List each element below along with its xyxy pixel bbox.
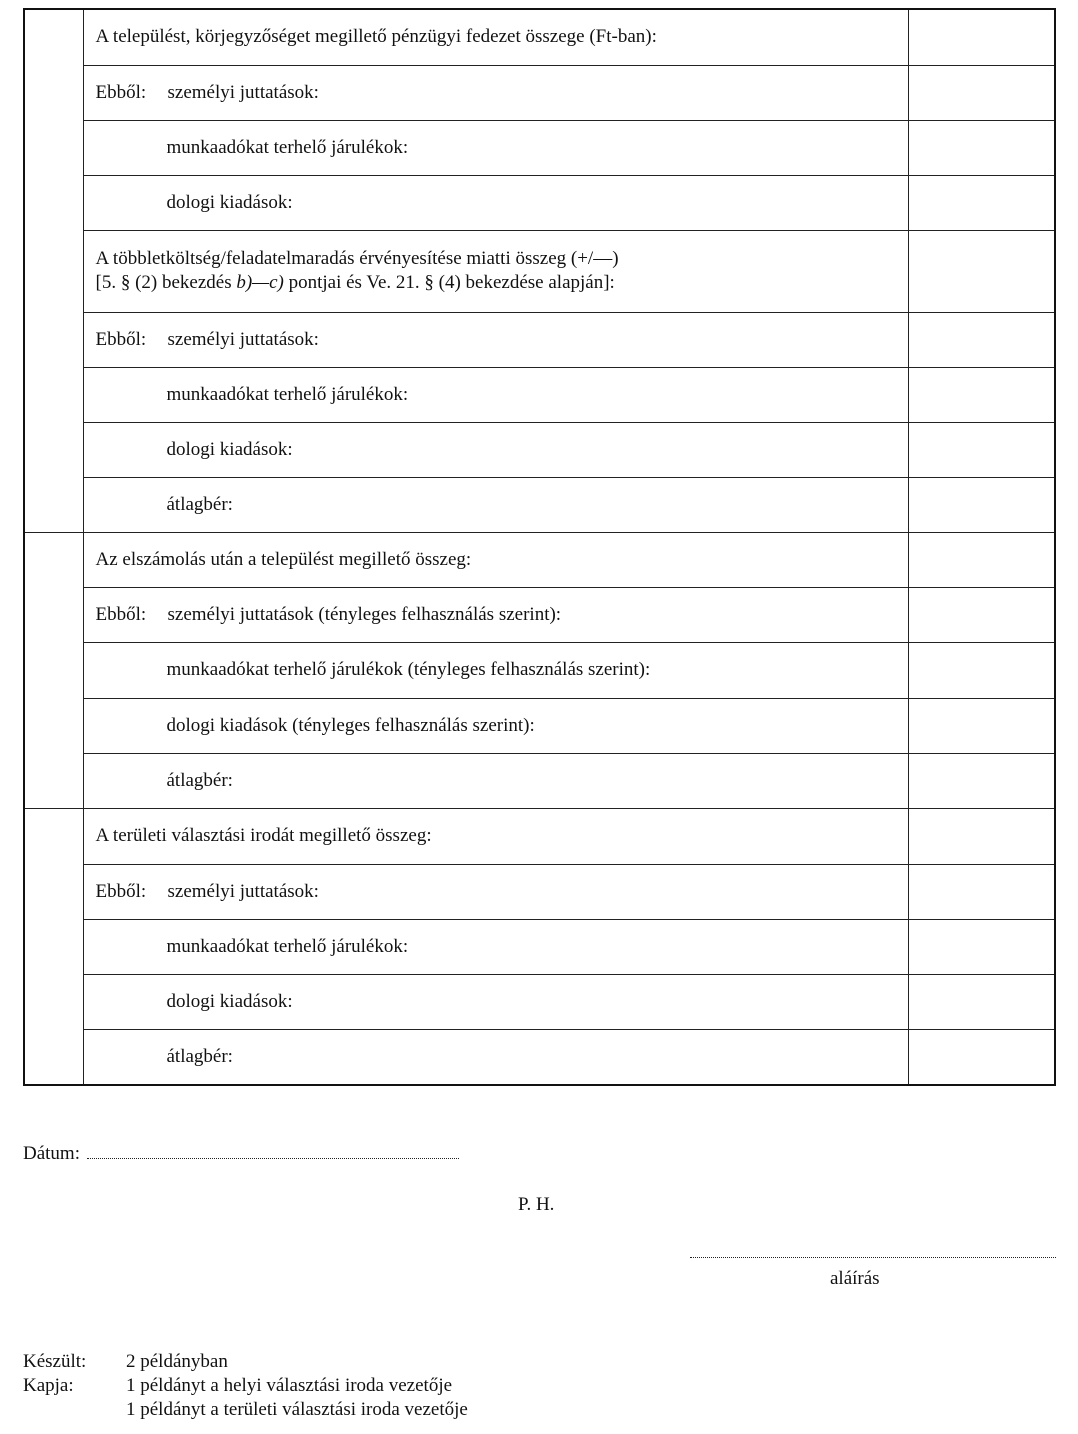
recipient-1: 1 példányt a helyi választási iroda vezetője <box>126 1375 453 1396</box>
form-row <box>24 175 1055 230</box>
form-row <box>24 422 1055 477</box>
legal-reference-end: pontjai és Ve. 21. § (4) bekezdése alapján]: <box>283 272 615 293</box>
section-number-cell <box>24 808 83 1085</box>
form-row <box>24 753 1055 808</box>
row-label-cell <box>83 175 908 230</box>
row-label-cell <box>83 312 908 367</box>
row-label: Az elszámolás után a települést megillető összeg: <box>95 548 472 570</box>
amount-cell[interactable] <box>908 919 1055 974</box>
row-label-cell <box>83 9 908 65</box>
amount-cell[interactable] <box>908 753 1055 808</box>
form-row <box>24 974 1055 1029</box>
signature-label: aláírás <box>830 1268 880 1289</box>
form-row <box>24 65 1055 120</box>
date-line <box>23 1143 459 1165</box>
row-label: személyi juttatások: <box>167 880 319 902</box>
signature-field[interactable] <box>690 1243 1056 1258</box>
row-prefix: Ebből: <box>95 603 147 625</box>
section-number-cell <box>24 9 83 532</box>
amount-cell[interactable] <box>908 175 1055 230</box>
form-row <box>24 808 1055 864</box>
row-prefix: Ebből: <box>95 328 147 350</box>
row-label-cell <box>83 65 908 120</box>
amount-cell[interactable] <box>908 65 1055 120</box>
row-label-cell <box>83 477 908 532</box>
form-row <box>24 120 1055 175</box>
row-prefix: Ebből: <box>95 880 147 902</box>
row-label: munkaadókat terhelő járulékok: <box>166 136 409 158</box>
form-row <box>24 532 1055 587</box>
row-label-cell <box>83 532 908 587</box>
stamp-placeholder: P. H. <box>518 1194 555 1215</box>
row-label-cell <box>83 1029 908 1085</box>
row-label: átlagbér: <box>166 1045 233 1067</box>
form-row <box>24 367 1055 422</box>
row-label-cell <box>83 808 908 864</box>
form-row <box>24 698 1055 753</box>
legal-reference-points: b)—c) <box>236 272 284 293</box>
row-label-cell <box>83 919 908 974</box>
row-label-cell <box>83 422 908 477</box>
row-label: személyi juttatások (tényleges felhasználás szerint): <box>167 603 562 625</box>
row-label-line2 <box>96 271 908 295</box>
made-value: 2 példányban <box>126 1351 228 1372</box>
row-label-cell <box>83 587 908 642</box>
form-row <box>24 477 1055 532</box>
row-label: dologi kiadások: <box>166 990 293 1012</box>
amount-cell[interactable] <box>908 230 1055 312</box>
row-label-cell <box>83 974 908 1029</box>
amount-cell[interactable] <box>908 587 1055 642</box>
row-label: A települést, körjegyzőséget megillető pénzügyi fedezet összege (Ft-ban): <box>95 26 657 48</box>
amount-cell[interactable] <box>908 1029 1055 1085</box>
form-row <box>24 587 1055 642</box>
recipient-label: Kapja: <box>23 1375 74 1396</box>
row-label: átlagbér: <box>166 769 233 791</box>
amount-cell[interactable] <box>908 698 1055 753</box>
amount-cell[interactable] <box>908 120 1055 175</box>
amount-cell[interactable] <box>908 312 1055 367</box>
date-field[interactable] <box>87 1158 459 1159</box>
form-row <box>24 642 1055 698</box>
amount-cell[interactable] <box>908 9 1055 65</box>
legal-reference-start: [5. § (2) bekezdés <box>95 272 237 293</box>
amount-cell[interactable] <box>908 808 1055 864</box>
form-row <box>24 312 1055 367</box>
section-number-cell <box>24 532 83 808</box>
row-label: személyi juttatások: <box>167 81 319 103</box>
form-row <box>24 1029 1055 1085</box>
date-label: Dátum: <box>23 1143 80 1164</box>
row-label-cell <box>83 753 908 808</box>
amount-cell[interactable] <box>908 864 1055 919</box>
row-label: dologi kiadások: <box>166 191 293 213</box>
form-row <box>24 919 1055 974</box>
amount-cell[interactable] <box>908 422 1055 477</box>
form-row <box>24 864 1055 919</box>
row-label: dologi kiadások (tényleges felhasználás szerint): <box>166 714 535 736</box>
row-label: munkaadókat terhelő járulékok: <box>166 935 409 957</box>
row-label: A területi választási irodát megillető összeg: <box>95 825 432 846</box>
amount-cell[interactable] <box>908 532 1055 587</box>
amount-cell[interactable] <box>908 974 1055 1029</box>
row-label-cell <box>83 367 908 422</box>
row-prefix: Ebből: <box>95 81 147 103</box>
form-row <box>24 230 1055 312</box>
recipient-2: 1 példányt a területi választási iroda vezetője <box>126 1399 468 1420</box>
distribution-notes <box>23 1350 468 1422</box>
row-label-line1: A többletköltség/feladatelmaradás érvényesítése miatti összeg (+/—) <box>95 248 619 269</box>
row-label-cell <box>83 642 908 698</box>
row-label-cell <box>83 698 908 753</box>
row-label: személyi juttatások: <box>167 328 319 350</box>
amount-cell[interactable] <box>908 477 1055 532</box>
budget-form-table <box>23 8 1056 1086</box>
row-label: átlagbér: <box>166 493 233 515</box>
row-label-cell <box>83 230 908 312</box>
form-row <box>24 9 1055 65</box>
row-label-cell <box>83 120 908 175</box>
row-label: dologi kiadások: <box>166 438 293 460</box>
amount-cell[interactable] <box>908 367 1055 422</box>
row-label-cell <box>83 864 908 919</box>
row-label: munkaadókat terhelő járulékok: <box>166 383 409 405</box>
made-label: Készült: <box>23 1351 87 1372</box>
amount-cell[interactable] <box>908 642 1055 698</box>
row-label: munkaadókat terhelő járulékok (tényleges felhasználás szerint): <box>166 659 651 680</box>
